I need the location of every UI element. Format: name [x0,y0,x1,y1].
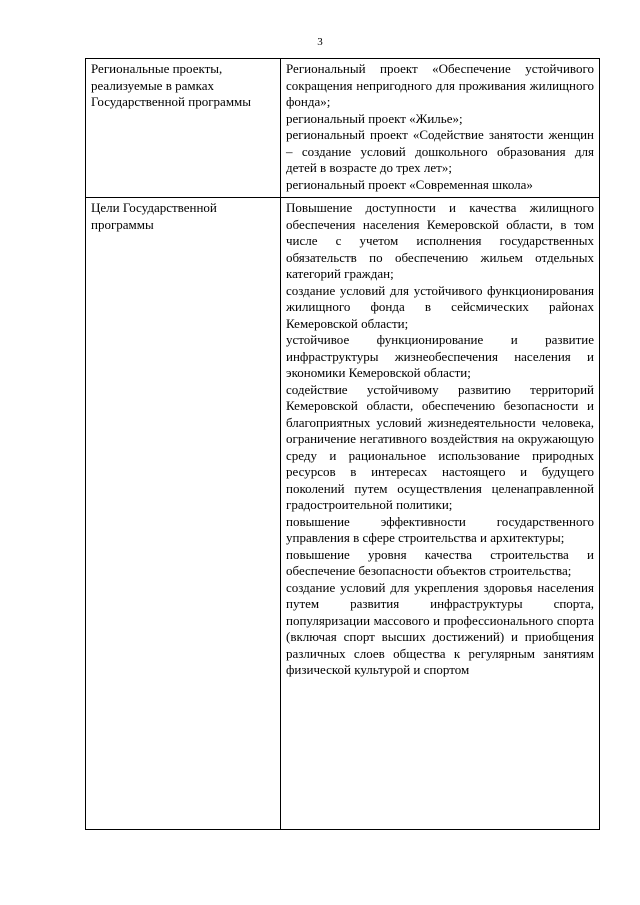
row-value-program-goals [281,198,600,830]
paragraph: региональный проект «Современная школа» [286,176,533,192]
paragraph: региональный проект «Жилье»; [286,110,463,126]
program-passport-table [85,58,600,830]
paragraph: содействие устойчивому развитию территорий Кемеровской области, обеспечению безопасности и благоприятных условий жизнедеятельности человека, ограничение негативного воздействия на окружающую среду и рациональное использование природных ресурсов в интересах настоящего и будущего поколений путем осуществления целенаправленной градостроительной политики; [286,381,594,512]
table-row-regional-projects [86,59,600,198]
paragraph: создание условий для укрепления здоровья населения путем развития инфраструктуры спорта, популяризации массового и профессионального спорта (включая спорт высших достижений) и приобщения различных слоев общества к регулярным занятиям физической культурой и спортом [286,579,594,677]
paragraph: устойчивое функционирование и развитие инфраструктуры жизнеобеспечения населения и экономики Кемеровской области; [286,332,594,380]
paragraph: региональный проект «Содействие занятости женщин – создание условий дошкольного образования для детей в возрасте до трех лет»; [286,127,594,175]
page-number: 3 [317,36,323,48]
paragraph: повышение уровня качества строительства и обеспечение безопасности объектов строительства; [286,546,594,578]
paragraph: повышение эффективности государственного управления в сфере строительства и архитектуры; [286,513,594,545]
row-label-program-goals: Цели Государственной программы [86,198,281,830]
paragraph: Региональный проект «Обеспечение устойчивого сокращения непригодного для проживания жилищного фонда»; [286,61,594,109]
row-label-regional-projects: Региональные проекты, реализуемые в рамках Государственной программы [86,59,281,198]
paragraph: создание условий для устойчивого функционирования жилищного фонда в сейсмических районах Кемеровской области; [286,282,594,331]
paragraph: Повышение доступности и качества жилищного обеспечения населения Кемеровской области, в том числе с учетом исполнения государственных обязательств по обеспечению жильем отдельных категорий граждан; [286,200,594,281]
row-value-regional-projects [281,59,600,198]
table-row-program-goals [86,198,600,830]
